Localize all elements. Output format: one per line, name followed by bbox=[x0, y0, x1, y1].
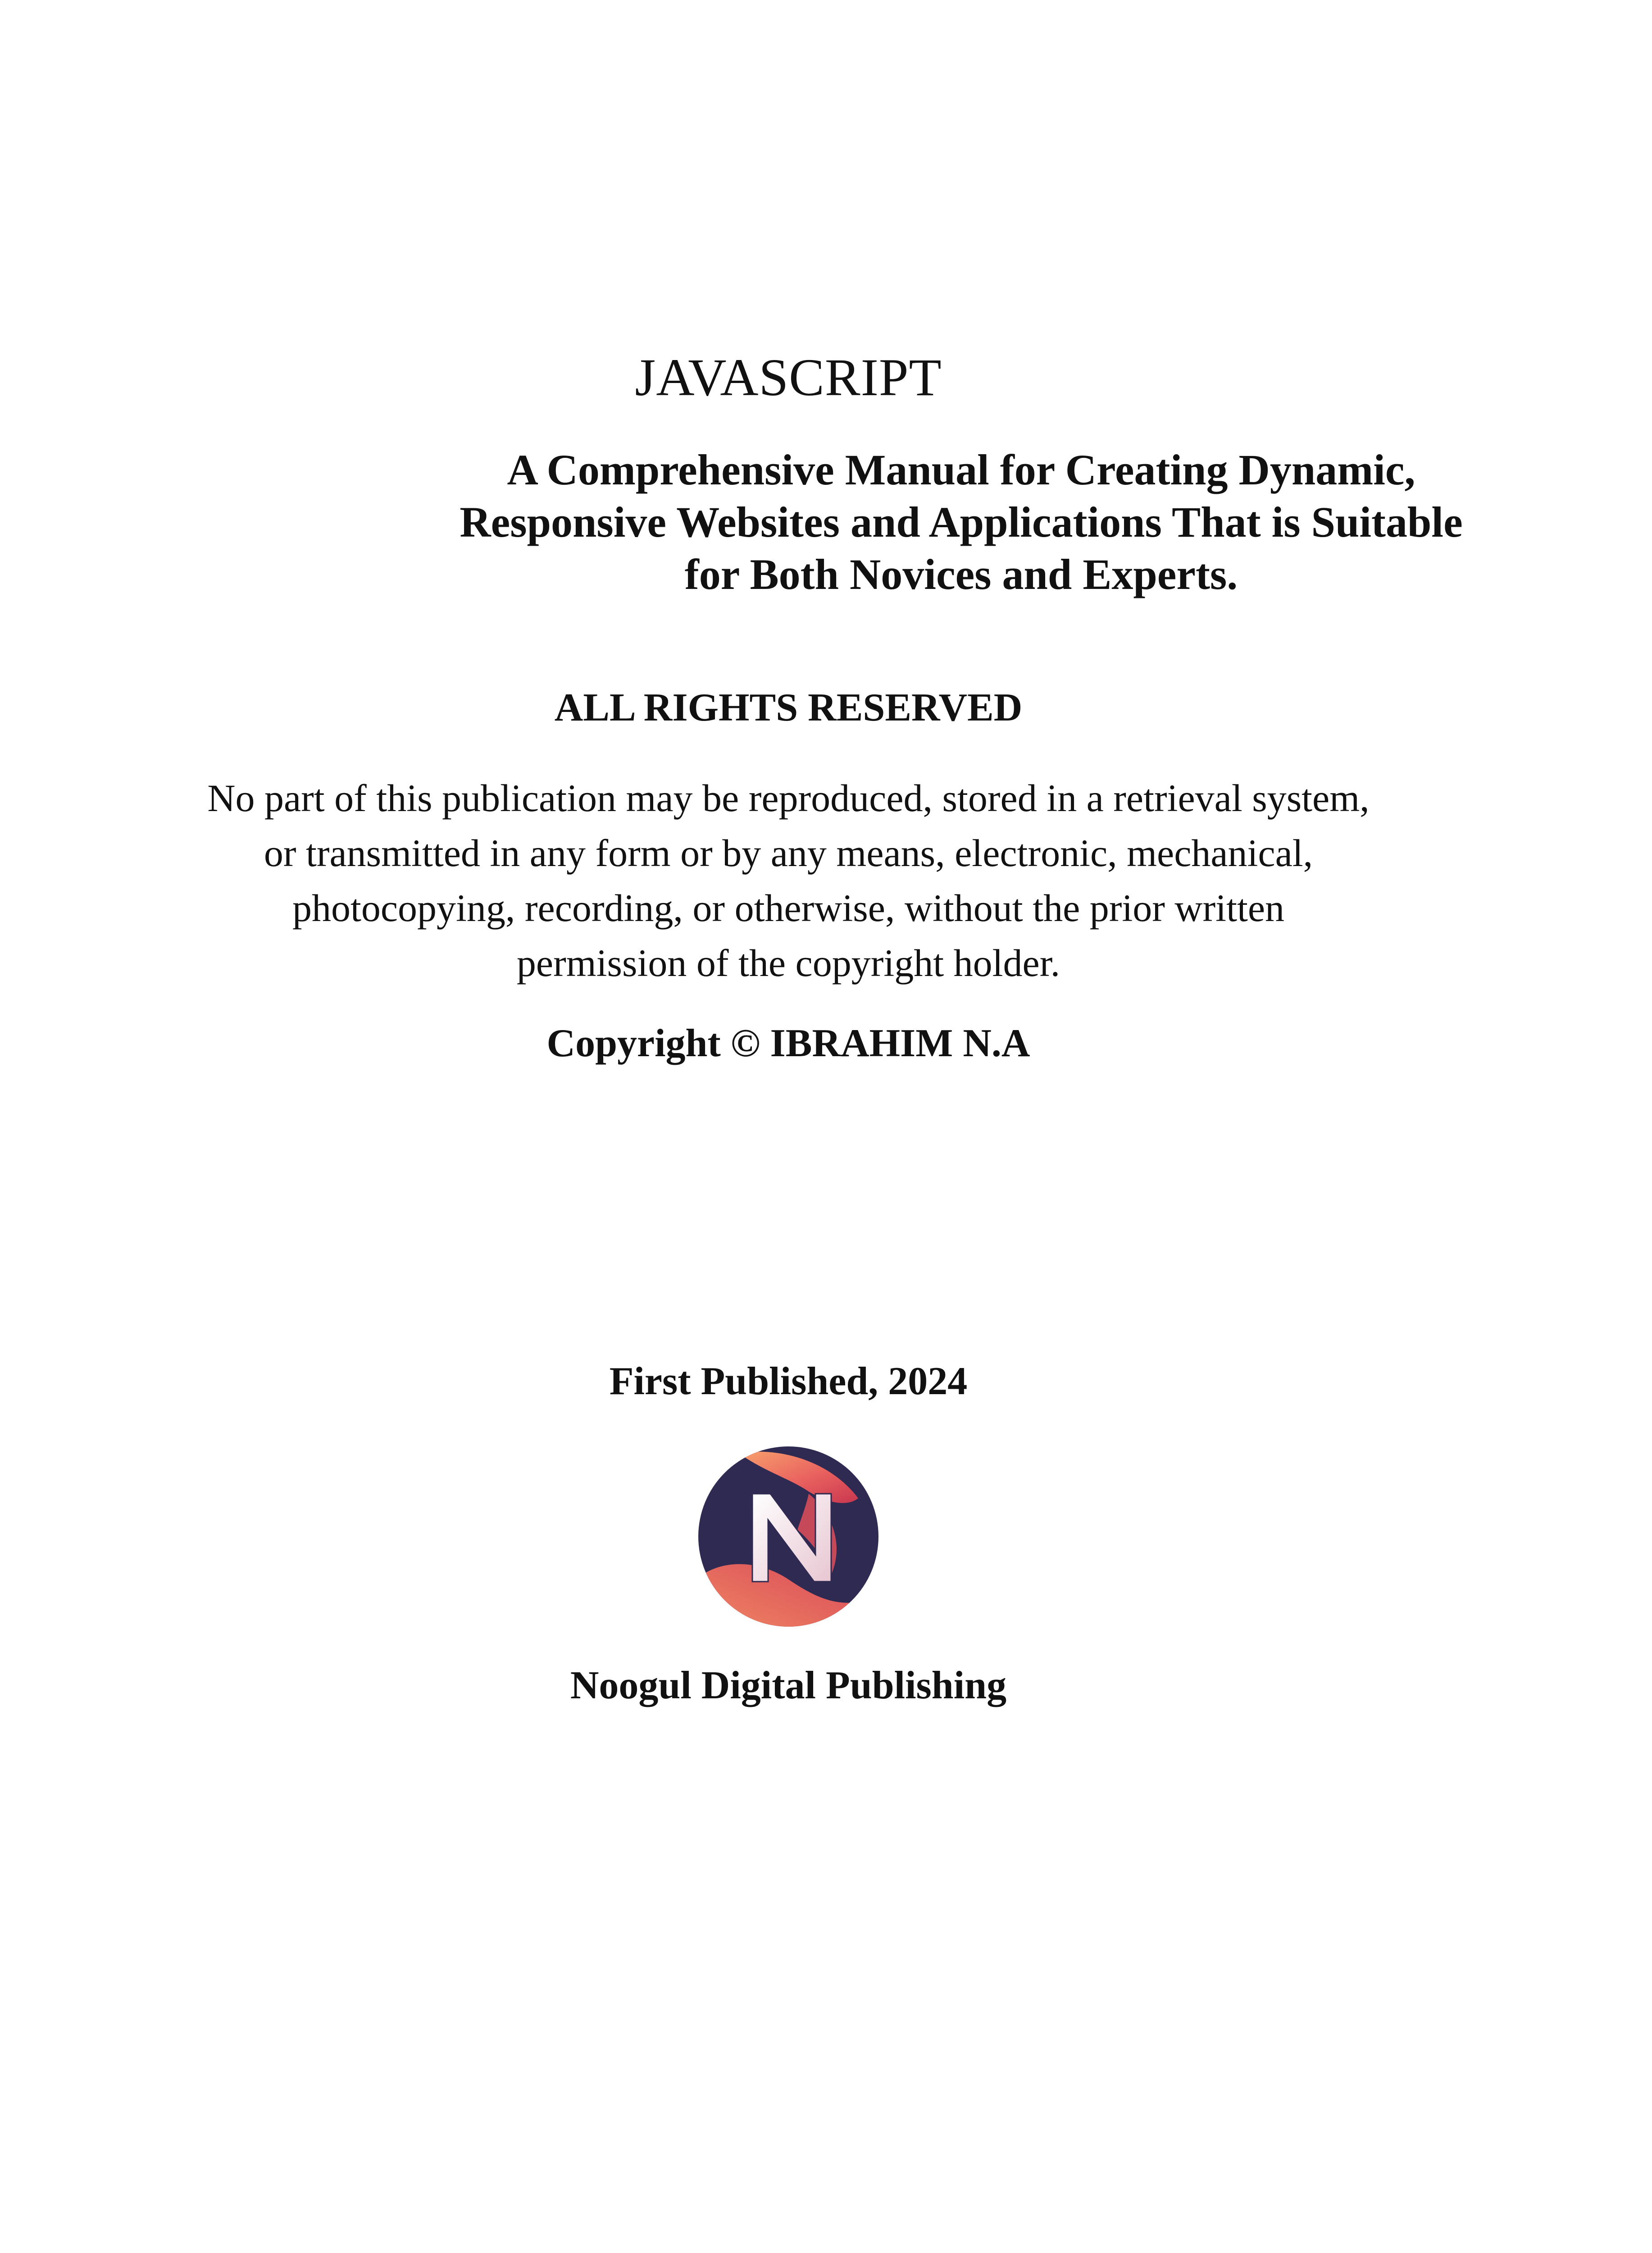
copyright-line: Copyright © IBRAHIM N.A bbox=[546, 1022, 1030, 1065]
rights-heading: ALL RIGHTS RESERVED bbox=[554, 686, 1023, 730]
subtitle-line: A Comprehensive Manual for Creating Dynamic, bbox=[507, 446, 1415, 494]
notice-line: or transmitted in any form or by any means, electronic, mechanical, bbox=[264, 831, 1313, 875]
subtitle-line: Responsive Websites and Applications That is Suitable bbox=[460, 498, 1463, 546]
subtitle-line: for Both Novices and Experts. bbox=[684, 550, 1238, 598]
notice-line: permission of the copyright holder. bbox=[516, 941, 1060, 985]
publisher-name: Noogul Digital Publishing bbox=[570, 1664, 1007, 1707]
book-subtitle bbox=[0, 444, 1652, 601]
publisher-logo-n-icon bbox=[696, 1444, 881, 1629]
book-title: JAVASCRIPT bbox=[635, 348, 942, 407]
notice-line: No part of this publication may be reproduced, stored in a retrieval system, bbox=[207, 776, 1370, 820]
copyright-notice bbox=[0, 771, 1577, 990]
first-published: First Published, 2024 bbox=[609, 1359, 968, 1403]
notice-line: photocopying, recording, or otherwise, without the prior written bbox=[292, 886, 1285, 930]
